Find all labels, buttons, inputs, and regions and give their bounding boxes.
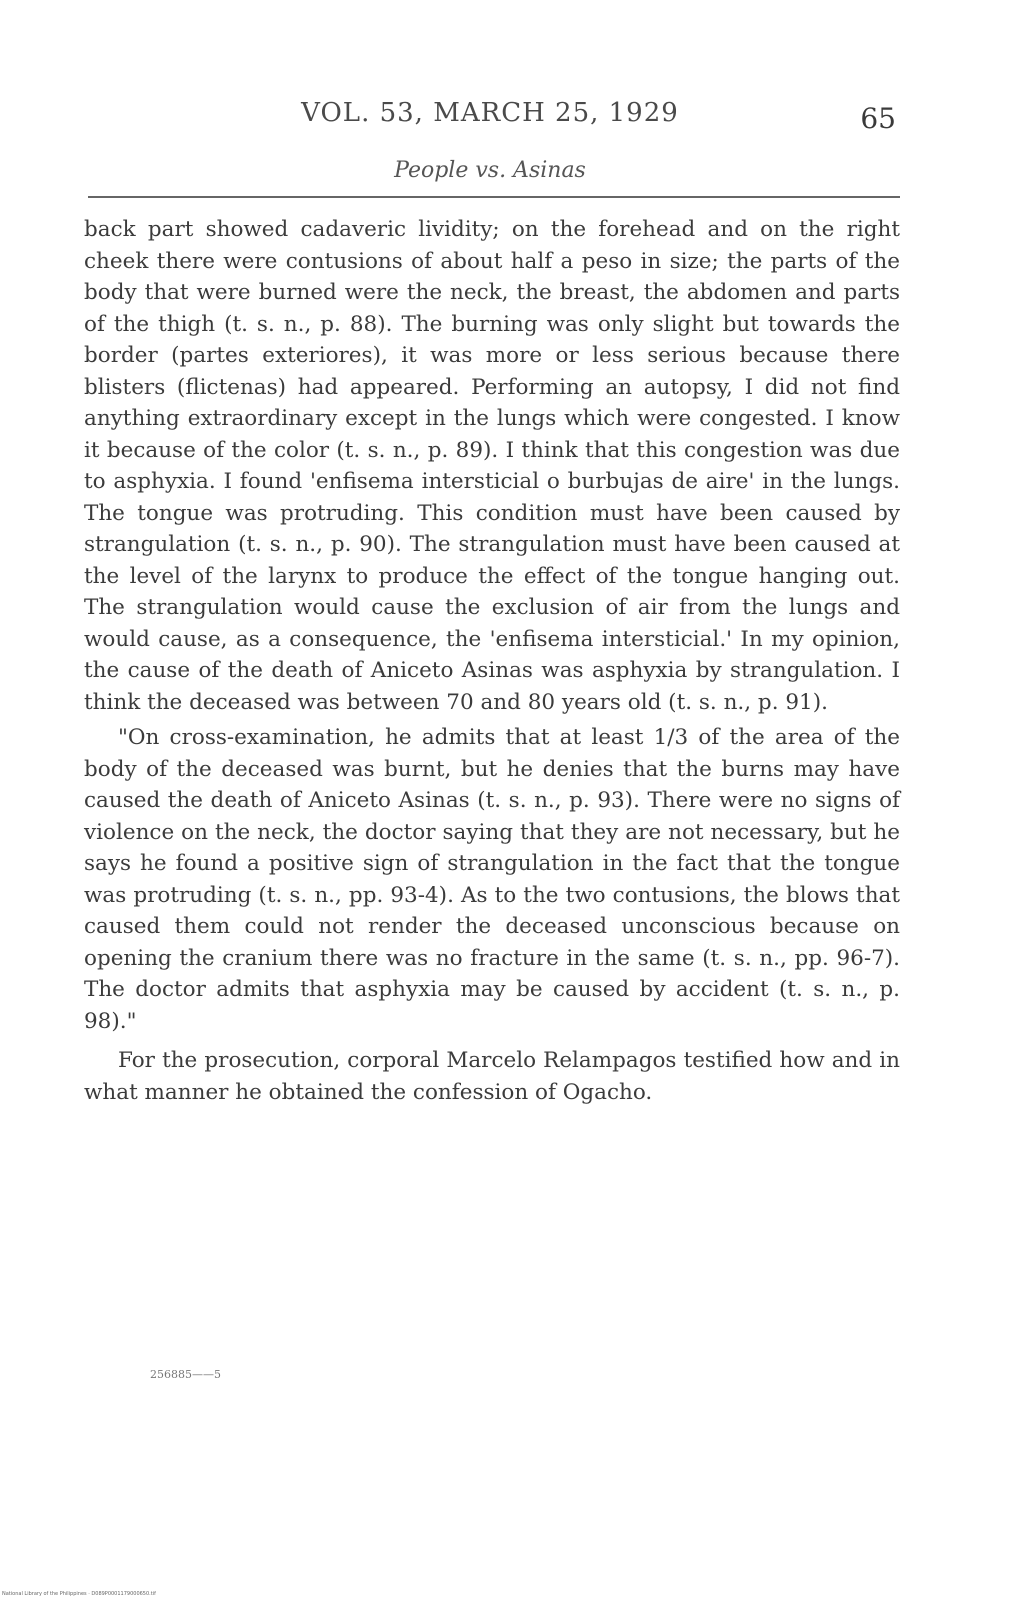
body-text <box>84 214 900 1108</box>
library-credit: National Library of the Philippines · D089P0001179000650.tif <box>2 1591 156 1597</box>
paragraph-prosecution: For the prosecution, corporal Marcelo Relampagos testified how and in what manner he obtained the confession of Ogacho. <box>84 1048 900 1105</box>
paragraph-continued-testimony: back part showed cadaveric lividity; on the forehead and on the right cheek there were contusions of about half a peso in size; the parts of the body that were burned were the neck, the breast, the abdomen and parts of the thigh (t. s. n., p. 88). The burning was only slight but towards the border (partes exteriores), it was more or less serious because there blisters (flictenas) had appeared. Performing an autopsy, I did not find anything extraordinary except in the lungs which were congested. I know it because of the color (t. s. n., p. 89). I think that this congestion was due to asphyxia. I found 'enfisema intersticial o burbujas de aire' in the lungs. The tongue was protruding. This condition must have been caused by strangulation (t. s. n., p. 90). The strangulation must have been caused at the level of the larynx to produce the effect of the tongue hanging out. The strangulation would cause the exclusion of air from the lungs and would cause, as a consequence, the 'enfisema intersticial.' In my opinion, the cause of the death of Aniceto Asinas was asphyxia by strangulation. I think the deceased was between 70 and 80 years old (t. s. n., p. 91). <box>84 217 900 715</box>
running-head <box>80 98 900 138</box>
header-rule <box>88 196 900 198</box>
page-number: 65 <box>860 102 896 135</box>
case-title: People vs. Asinas <box>394 158 586 183</box>
paragraph-cross-examination: "On cross-examination, he admits that at least 1/3 of the area of the body of the deceased was burnt, but he denies that the burns may have caused the death of Aniceto Asinas (t. s. n., p. 93). There were no signs of violence on the neck, the doctor saying that they are not necessary, but he says he found a positive sign of strangulation in the fact that the tongue was protruding (t. s. n., pp. 93-4). As to the two contusions, the blows that caused them could not render the deceased unconscious because on opening the cranium there was no fracture in the same (t. s. n., pp. 96-7). The doctor admits that asphyxia may be caused by accident (t. s. n., p. 98)." <box>84 725 900 1034</box>
volume-date-line: VOL. 53, MARCH 25, 1929 <box>301 98 679 128</box>
print-code: 256885——5 <box>150 1368 221 1381</box>
